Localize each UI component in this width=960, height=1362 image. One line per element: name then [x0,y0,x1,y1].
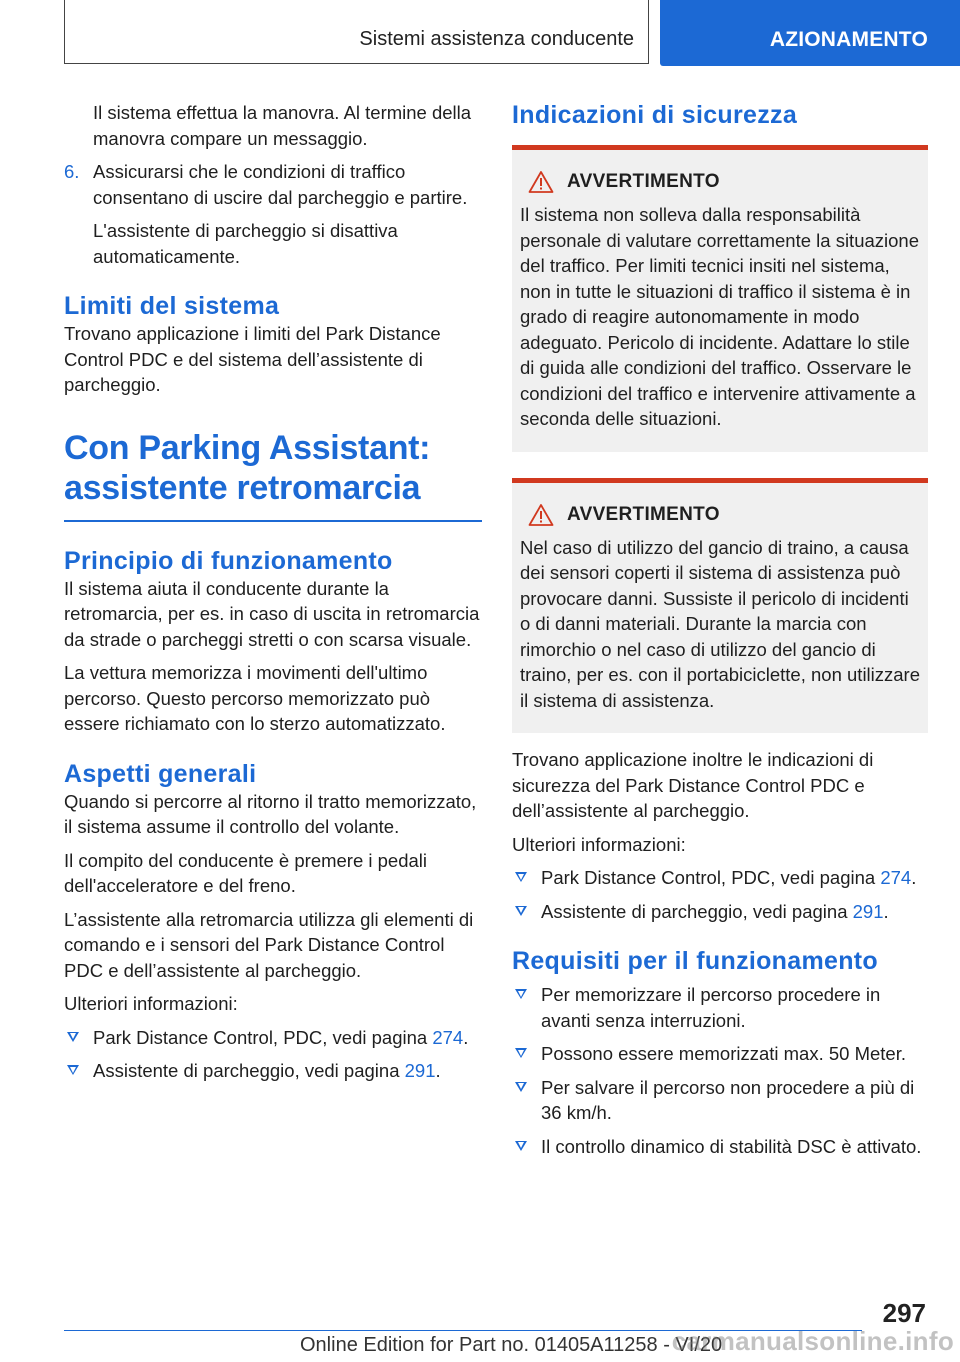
watermark: carmanualsonline.info [671,1326,954,1356]
warning-triangle-icon [528,503,554,527]
edition-info: Online Edition for Part no. 01405A11258 - VI/20 [300,1334,723,1356]
warning-title: AVVERTIMENTO [567,503,720,525]
list-item [512,1075,928,1126]
requirement-text: Il controllo dinamico di stabilità DSC è attivato. [541,1135,922,1157]
section-title-box [64,0,649,64]
applicazione-text: Trovano applicazione inoltre le indicazioni di sicurezza del Park Distance Control PDC e dell’assistente al parcheggio. [512,749,874,821]
step6-continuation: L'assistente di parcheggio si disattiva automaticamente. [93,220,398,267]
ref-text: Assistente di parcheggio, vedi pagina [93,1060,405,1081]
list-item [512,1041,928,1067]
left-column [64,100,482,1092]
aspetti-p2: Il compito del conducente è premere i pedali dell'acceleratore e del freno. [64,849,428,896]
page-number: 297 [882,1298,926,1328]
page-header [0,0,960,66]
requisiti-heading: Requisiti per il funzionamento [512,947,878,975]
list-item [64,1058,482,1084]
warning-triangle-icon [528,170,554,194]
warning-box-1 [512,145,928,452]
limiti-text: Trovano applicazione i limiti del Park Distance Control PDC e del sistema dell’assistente di parcheggio. [64,323,441,395]
chapter-tab-label: AZIONAMENTO [769,28,928,51]
triangle-bullet-icon [67,1065,79,1075]
requirement-text: Possono essere memorizzati max. 50 Meter. [541,1043,907,1064]
chapter-tab[interactable] [660,0,960,66]
triangle-bullet-icon [515,1141,527,1151]
triangle-bullet-icon [515,906,527,916]
ref-period: . [911,867,917,888]
warning-text: Nel caso di utilizzo del gancio di traino, a causa dei sensori coperti il sistema di assistenza può provocare danni. Sussiste il pericolo di incidenti o di danni materiali. Durante la marcia con rimorchio o nel caso di utilizzo del gancio di traino, per es. con il portabiciclette, non utilizzare il sistema di assistenza. [520,536,921,711]
ref-text: Park Distance Control, PDC, vedi pagina [541,867,881,888]
section-title: Sistemi assistenza conducente [359,28,634,50]
ulteriori-label: Ulteriori informazioni: [64,993,238,1014]
page-link-291[interactable]: 291 [404,1060,436,1081]
list-item [64,1025,482,1051]
ref-period: . [435,1060,441,1081]
page-link-274[interactable]: 274 [432,1026,464,1048]
step-6 [64,159,482,210]
principio-p2: La vettura memorizza i movimenti dell'ultimo percorso. Questo percorso memorizzato può essere richiamato con lo sterzo automatizzato. [64,662,446,734]
ref-text: Assistente di parcheggio, vedi pagina [541,900,853,922]
ref-period: . [883,900,889,922]
step-text: Assicurarsi che le condizioni di traffico consentano di uscire dal parcheggio e partire. [93,161,468,208]
sicurezza-heading: Indicazioni di sicurezza [512,101,798,129]
list-item [512,982,928,1033]
triangle-bullet-icon [515,989,527,999]
step-number: 6. [64,161,80,182]
limiti-heading: Limiti del sistema [64,292,280,320]
list-item [512,1134,928,1160]
aspetti-heading: Aspetti generali [64,759,257,788]
triangle-bullet-icon [515,1082,527,1092]
list-item [512,899,928,925]
warning-title: AVVERTIMENTO [567,171,720,192]
page-link-274[interactable]: 274 [880,867,912,888]
list-item [512,865,928,891]
main-heading: Con Parking Assistant: assistente retromarcia [64,428,431,507]
warning-text: Il sistema non solleva dalla responsabilità personale di valutare correttamente la situazione del traffico. Per limiti tecnici insiti nel sistema, non in tutte le situazioni di traffico il sistema è in grado di reagire autonomamente in modo adeguato. Pericolo di incidente. Adattare lo stile di guida alle condizioni del traffico. Osservare le condizioni del traffico e intervenire attivamente a seconda delle situazioni. [520,204,920,429]
step5-continuation: Il sistema effettua la manovra. Al termine della manovra compare un messaggio. [93,102,472,149]
ref-text: Park Distance Control, PDC, vedi pagina [93,1026,433,1048]
triangle-bullet-icon [515,1048,527,1058]
ulteriori-label: Ulteriori informazioni: [512,833,686,855]
page-link-291[interactable]: 291 [852,900,884,922]
aspetti-p3: L’assistente alla retromarcia utilizza gli elementi di comando e i sensori del Park Distance Control PDC e dell’assistente al parcheggio. [64,908,474,981]
warning-box-2 [512,478,928,734]
principio-p1: Il sistema aiuta il conducente durante la retromarcia, per es. in caso di uscita in retromarcia da strade o parcheggi stretti o con scarsa visuale. [64,577,480,650]
principio-heading: Principio di funzionamento [64,546,393,575]
requirement-text: Per memorizzare il percorso procedere in avanti senza interruzioni. [541,984,881,1031]
requirement-text: Per salvare il percorso non procedere a più di 36 km/h. [541,1076,915,1123]
heading-rule [64,520,482,522]
right-column [512,100,928,1167]
triangle-bullet-icon [67,1032,79,1042]
ref-period: . [463,1026,469,1048]
aspetti-p1: Quando si percorre al ritorno il tratto memorizzato, il sistema assume il controllo del volante. [64,790,477,837]
triangle-bullet-icon [515,872,527,882]
